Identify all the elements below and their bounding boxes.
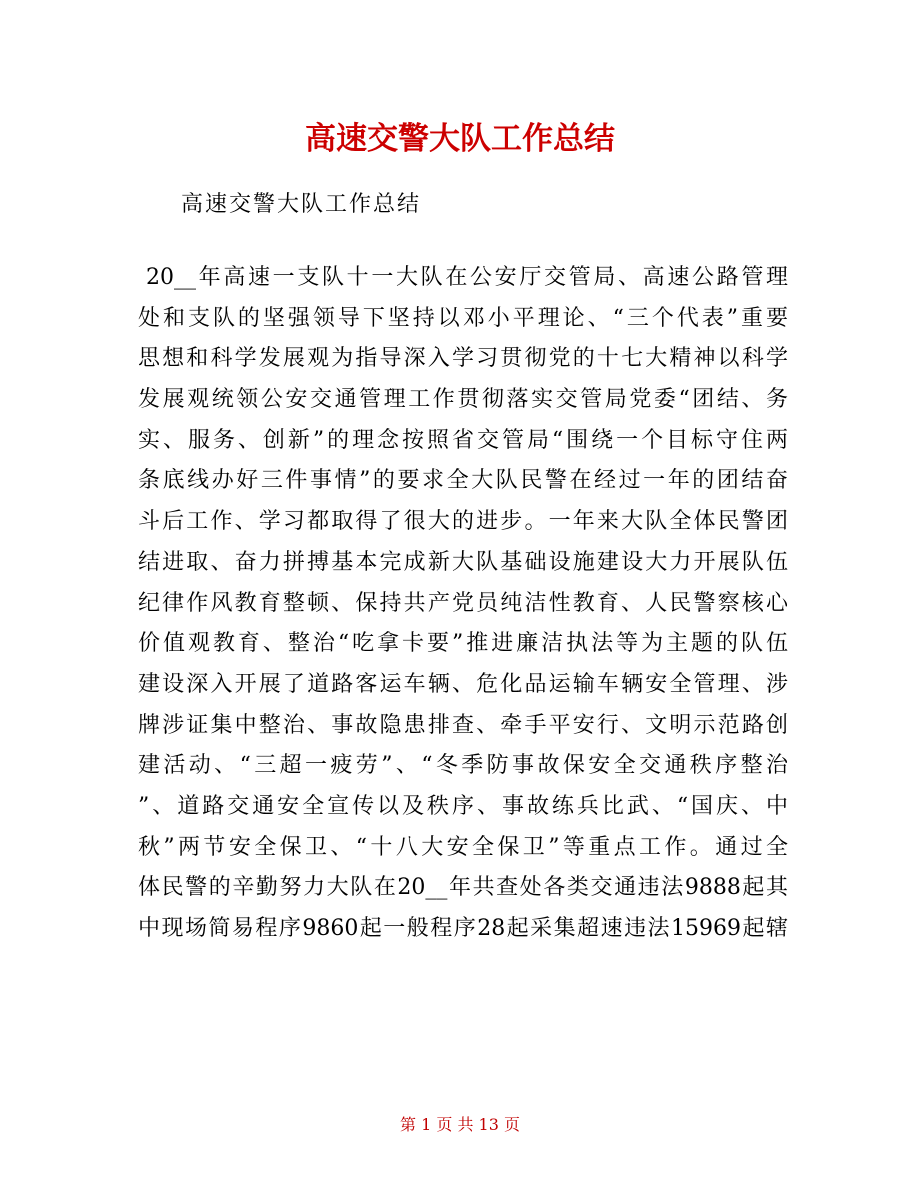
body-line: ”、道路交通安全宣传以及秩序、事故练兵比武、“国庆、中 [138,793,788,819]
page-number-footer: 第 1 页 共 13 页 [400,1115,520,1134]
body-line: 发展观统领公安交通管理工作贯彻落实交管局党委“团结、务 [138,387,788,413]
page-title: 高速交警大队工作总结 [305,121,615,157]
body-line: 纪律作风教育整顿、保持共产党员纯洁性教育、人民警察核心 [138,590,788,616]
body-line: 思想和科学发展观为指导深入学习贯彻党的十七大精神以科学 [138,346,788,372]
body-line: 处和支队的坚强领导下坚持以邓小平理论、“三个代表”重要 [138,305,788,331]
document-body [138,258,788,950]
body-line: 斗后工作、学习都取得了很大的进步。一年来大队全体民警团 [138,509,788,535]
body-line: 建活动、“三超一疲劳”、“冬季防事故保安全交通秩序整治 [138,753,788,779]
body-line: 中现场简易程序9860起一般程序28起采集超速违法15969起辖 [138,916,788,941]
body-line: 体民警的辛勤努力大队在20__年共查处各类交通违法9888起其 [138,875,788,901]
body-line: 20__年高速一支队十一大队在公安厅交管局、高速公路管理 [146,265,788,290]
body-line: 建设深入开展了道路客运车辆、危化品运输车辆安全管理、涉 [138,671,788,697]
document-subtitle: 高速交警大队工作总结 [181,192,422,217]
body-line: 牌涉证集中整治、事故隐患排查、牵手平安行、文明示范路创 [138,712,788,738]
body-line: 秋”两节安全保卫、“十八大安全保卫”等重点工作。通过全 [138,834,788,860]
body-line: 条底线办好三件事情”的要求全大队民警在经过一年的团结奋 [138,468,788,494]
body-line: 结进取、奋力拼搏基本完成新大队基础设施建设大力开展队伍 [138,549,788,575]
body-line: 价值观教育、整治“吃拿卡要”推进廉洁执法等为主题的队伍 [138,631,788,657]
body-line: 实、服务、创新”的理念按照省交管局“围绕一个目标守住两 [138,427,788,453]
